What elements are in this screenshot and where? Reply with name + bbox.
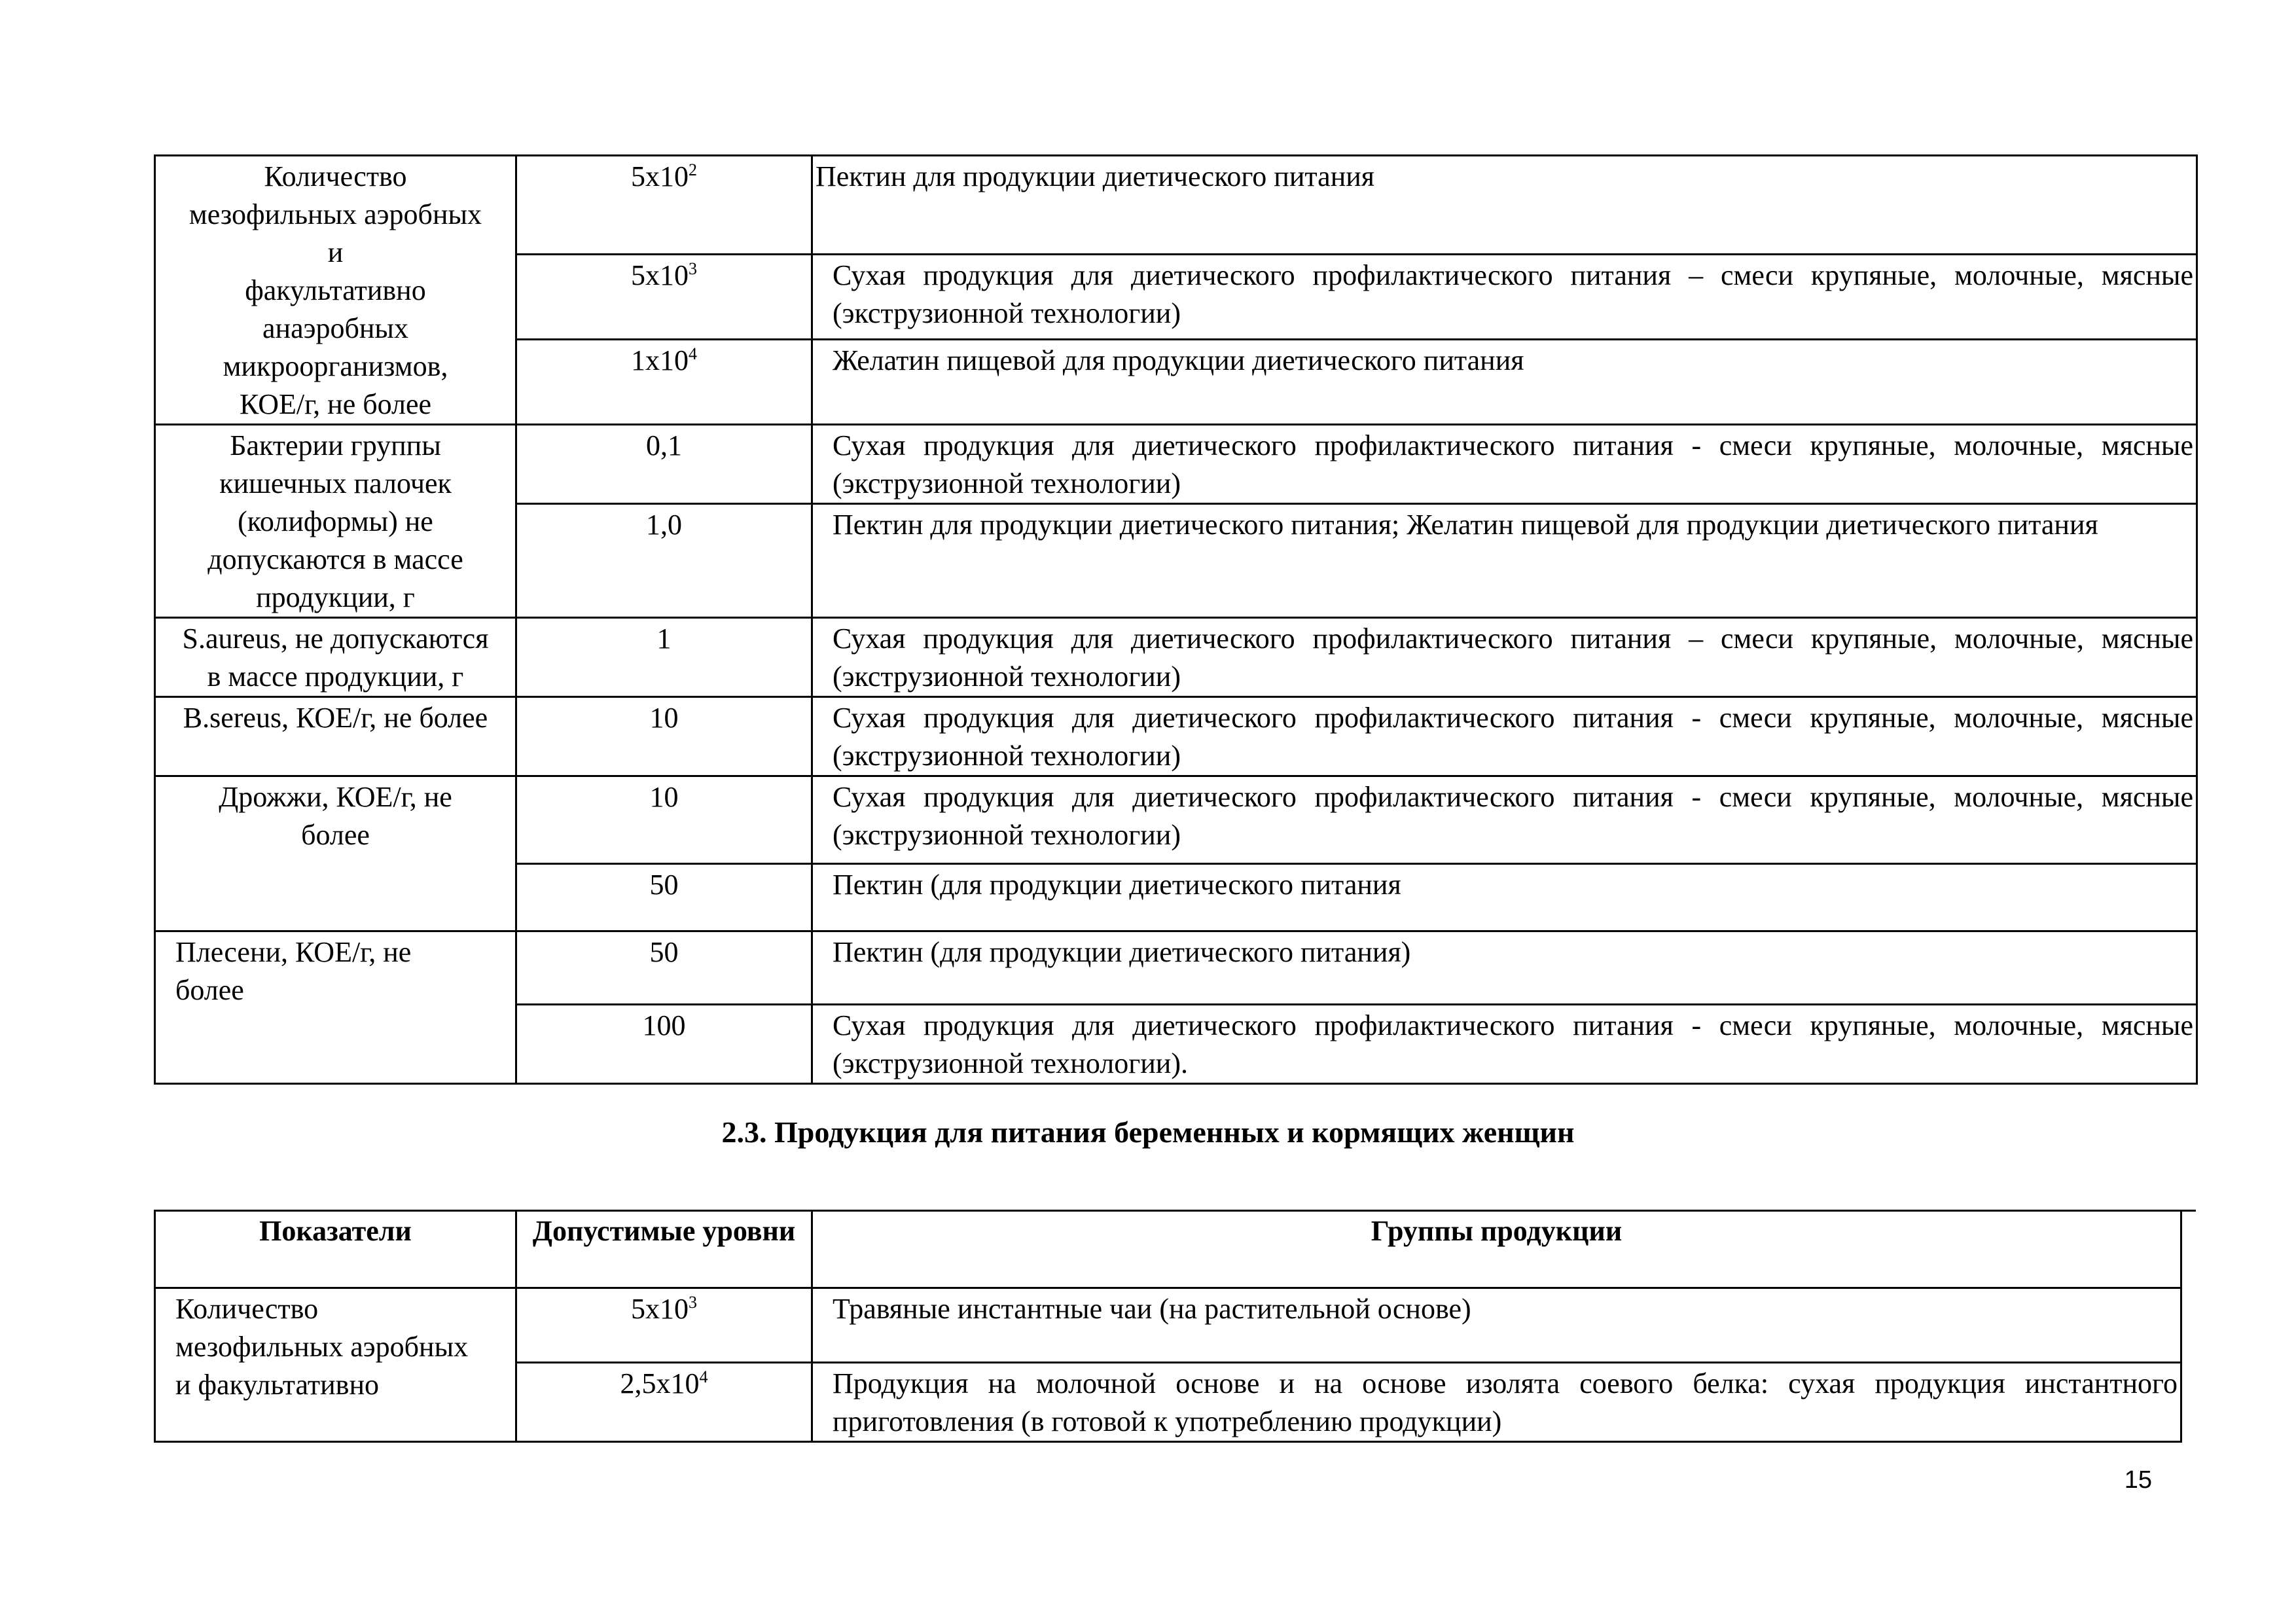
- table-border-stub: [2180, 1210, 2196, 1212]
- level-cell: 0,1: [516, 425, 812, 504]
- indicator-cell: Дрожжи, КОЕ/г, не более: [155, 776, 516, 931]
- level-cell: $1x10^4$: [516, 340, 812, 425]
- group-cell: Пектин (для продукции диетического питания): [812, 931, 2197, 1005]
- pregnant-nursing-table: [154, 1210, 2182, 1443]
- group-cell: Сухая продукция для диетического профилактического питания - смеси крупяные, молочные, мясные (экструзионной технологии): [812, 776, 2197, 864]
- microbiology-limits-table: [154, 154, 2198, 1085]
- group-cell: Пектин для продукции диетического питания: [812, 156, 2197, 255]
- level-cell: 1: [516, 618, 812, 697]
- level-cell: 100: [516, 1005, 812, 1084]
- header-groups: Группы продукции: [812, 1211, 2181, 1288]
- indicator-cell: Плесени, КОЕ/г, не более: [155, 931, 516, 1084]
- group-cell: Сухая продукция для диетического профилактического питания – смеси крупяные, молочные, мясные (экструзионной технологии): [812, 255, 2197, 340]
- level-cell: $5x10^3$: [516, 1288, 812, 1363]
- header-indicators: Показатели: [155, 1211, 516, 1288]
- indicator-cell: B.sereus, КОЕ/г, не более: [155, 697, 516, 776]
- level-cell: 50: [516, 864, 812, 931]
- level-cell: 1,0: [516, 504, 812, 618]
- group-cell: Травяные инстантные чаи (на растительной основе): [812, 1288, 2181, 1363]
- group-cell: Желатин пищевой для продукции диетического питания: [812, 340, 2197, 425]
- indicator-cell: Количество мезофильных аэробных и факультативно анаэробных микроорганизмов, КОЕ/г, не более: [155, 156, 516, 425]
- group-cell: Продукция на молочной основе и на основе изолята соевого белка: сухая продукция инстантного приготовления (в готовой к употреблению продукции): [812, 1363, 2181, 1442]
- level-cell: $5x10^2$: [516, 156, 812, 255]
- group-cell: Сухая продукция для диетического профилактического питания - смеси крупяные, молочные, мясные (экструзионной технологии).: [812, 1005, 2197, 1084]
- level-cell: $5x10^3$: [516, 255, 812, 340]
- indicator-cell: S.aureus, не допускаются в массе продукции, г: [155, 618, 516, 697]
- level-cell: 10: [516, 776, 812, 864]
- page-number: 15: [2124, 1466, 2152, 1494]
- group-cell: Сухая продукция для диетического профилактического питания - смеси крупяные, молочные, мясные (экструзионной технологии): [812, 425, 2197, 504]
- group-cell: Пектин для продукции диетического питания; Желатин пищевой для продукции диетического питания: [812, 504, 2197, 618]
- group-cell: Сухая продукция для диетического профилактического питания - смеси крупяные, молочные, мясные (экструзионной технологии): [812, 697, 2197, 776]
- section-title: 2.3. Продукция для питания беременных и кормящих женщин: [721, 1115, 1575, 1149]
- header-levels: Допустимые уровни: [516, 1211, 812, 1288]
- indicator-cell: Бактерии группы кишечных палочек (колиформы) не допускаются в массе продукции, г: [155, 425, 516, 618]
- level-cell: 50: [516, 931, 812, 1005]
- level-cell: 10: [516, 697, 812, 776]
- indicator-cell: Количество мезофильных аэробных и факультативно: [155, 1288, 516, 1442]
- level-cell: $2,5x10^4$: [516, 1363, 812, 1442]
- group-cell: Сухая продукция для диетического профилактического питания – смеси крупяные, молочные, мясные (экструзионной технологии): [812, 618, 2197, 697]
- group-cell: Пектин (для продукции диетического питания: [812, 864, 2197, 931]
